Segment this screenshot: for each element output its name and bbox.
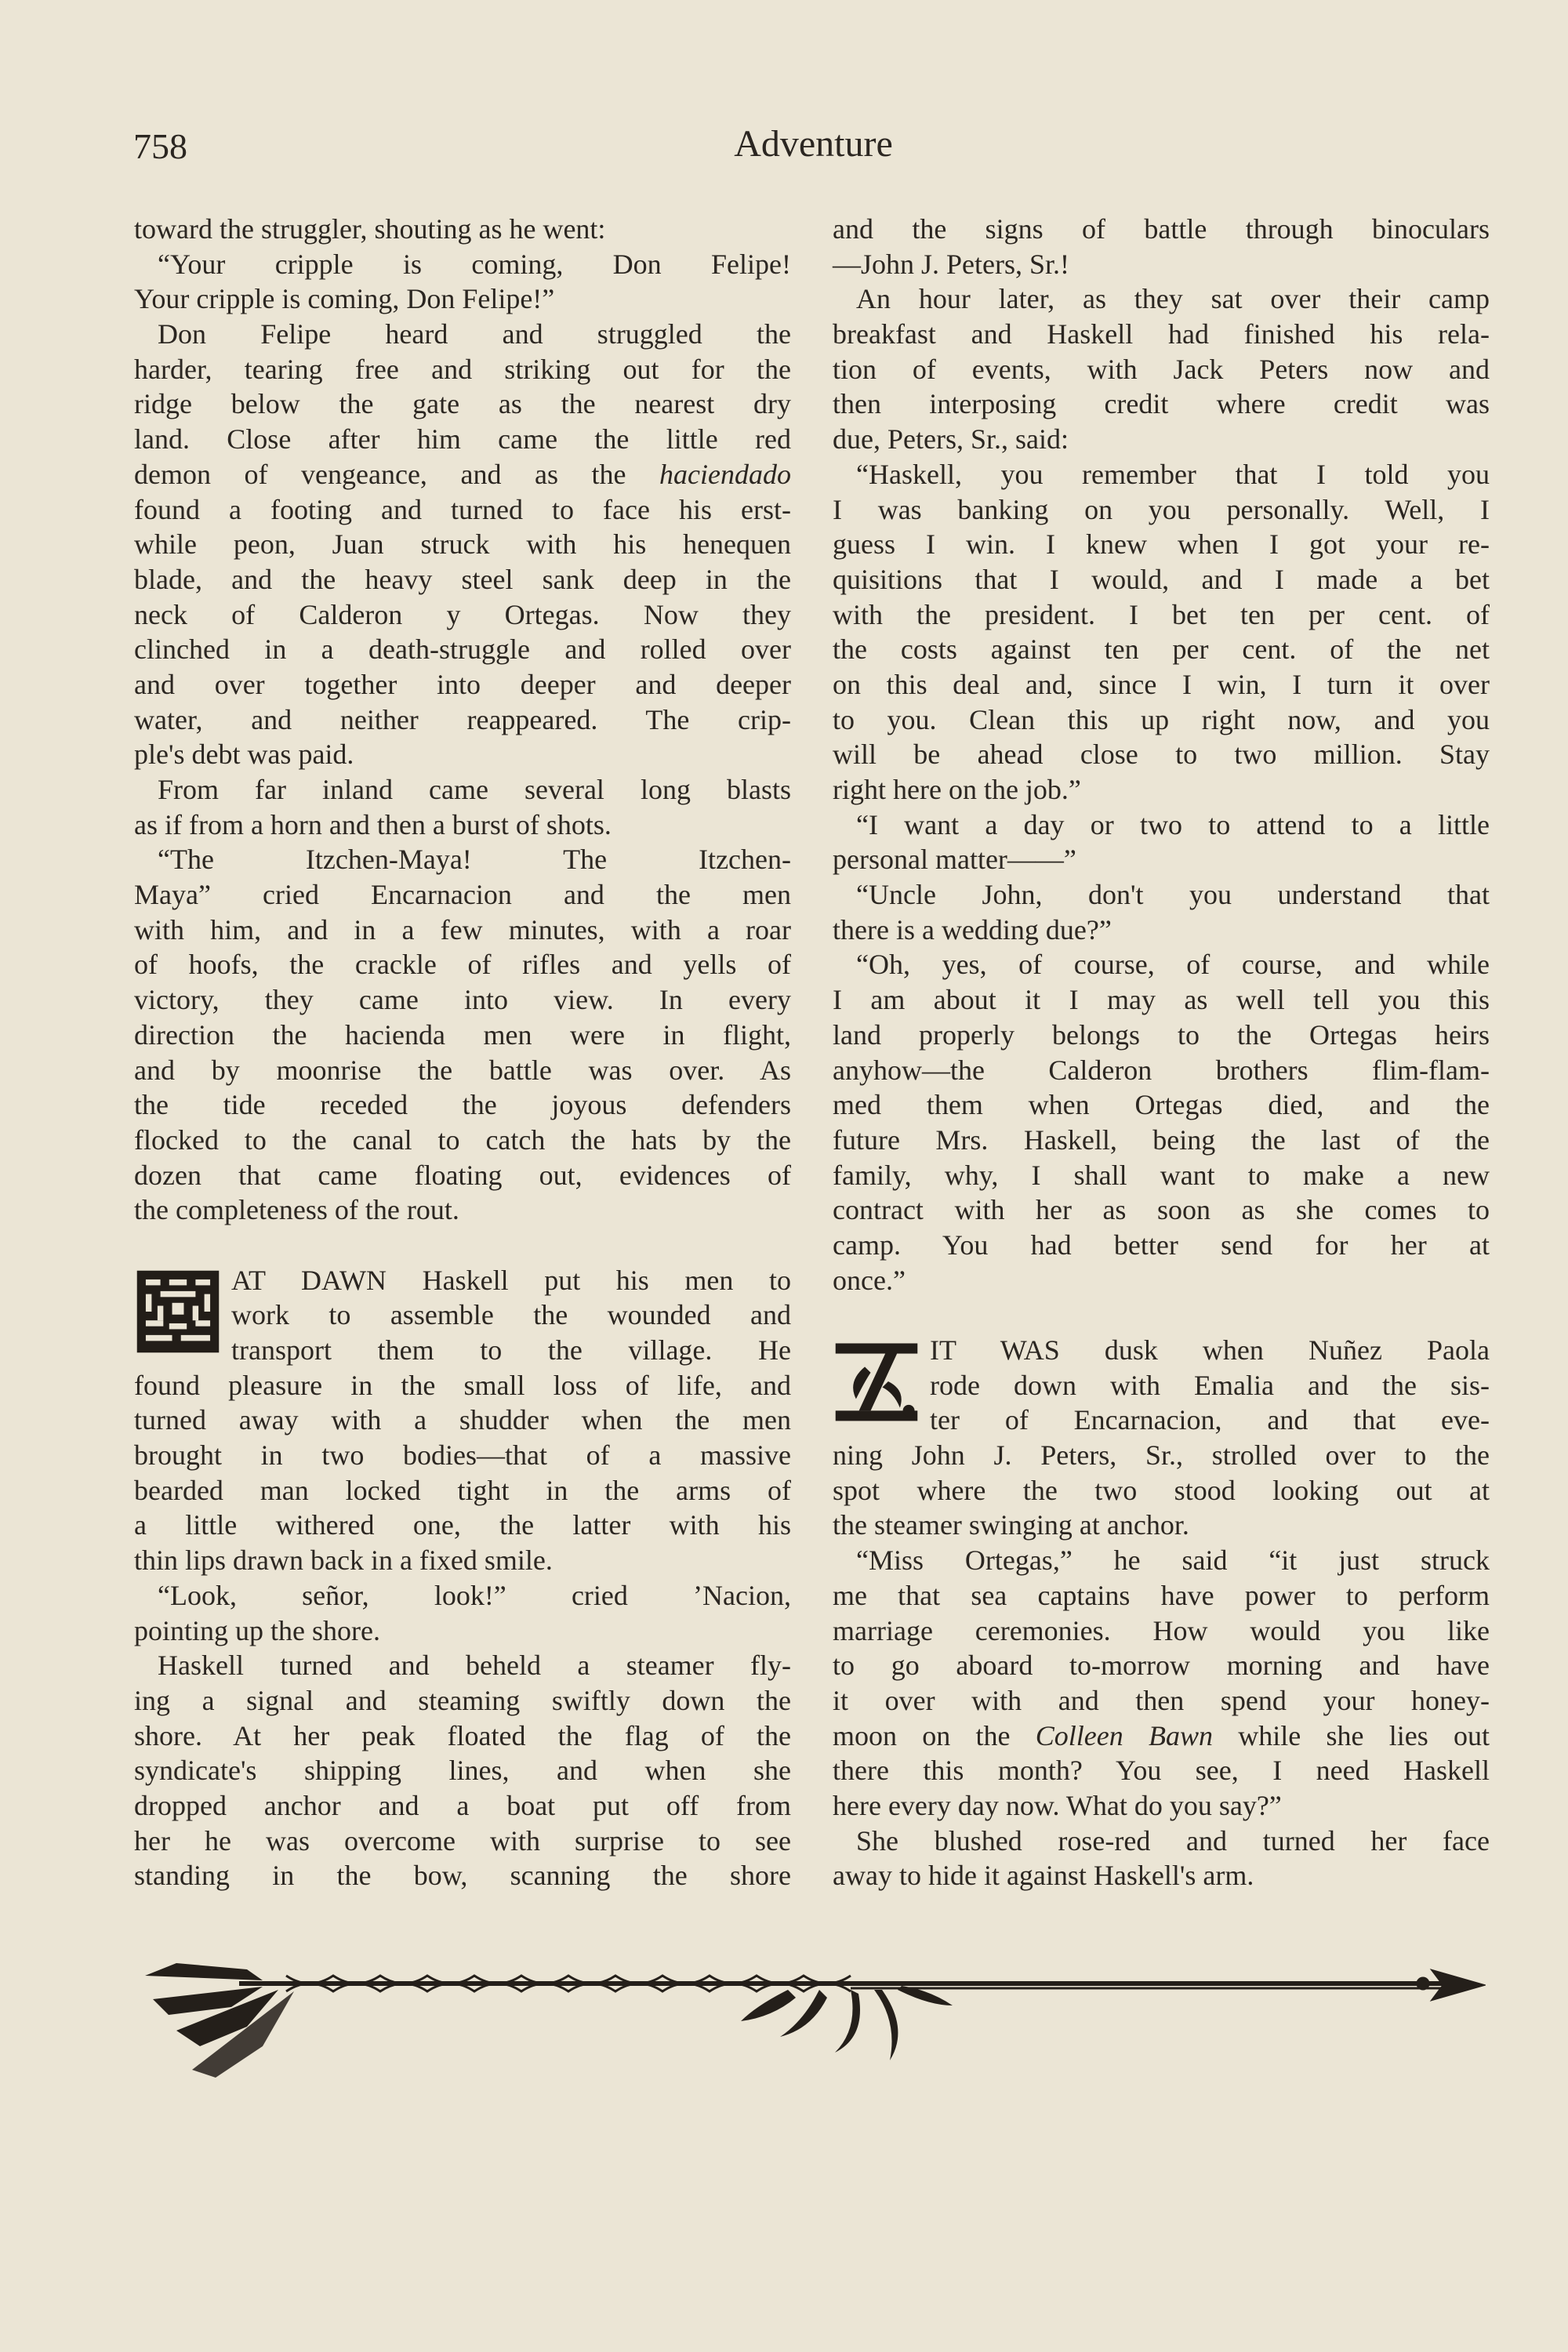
text-line: right here on the job.” — [833, 774, 1081, 805]
text-line: personal matter——” — [833, 844, 1076, 876]
text-line: clinched in a death-struggle and rolled over — [134, 633, 791, 666]
text-line: “Haskell, you remember that I told you — [856, 458, 1490, 490]
text-line: of hoofs, the crackle of rifles and yells of — [134, 949, 791, 981]
text-line: with the president. I bet ten per cent. of — [833, 598, 1490, 630]
text-line: From far inland came several long blasts — [158, 774, 791, 805]
text-line: work to assemble the wounded and — [231, 1299, 791, 1331]
text-line: the tide receded the joyous defenders — [134, 1089, 791, 1121]
text-line: direction the hacienda men were in flight, — [134, 1018, 791, 1051]
text-line: there this month? You see, I need Haskell — [833, 1755, 1490, 1787]
text-segment: demon of vengeance, and as the — [134, 458, 660, 490]
text-line: found pleasure in the small loss of life, and — [134, 1369, 791, 1401]
text-line: Don Felipe heard and struggled the — [158, 318, 791, 350]
paragraph — [833, 1824, 1490, 1893]
text-line: thin lips drawn back in a fixed smile. — [134, 1544, 553, 1577]
text-line: Your cripple is coming, Don Felipe!” — [134, 283, 555, 315]
text-line: standing in the bow, scanning the shore — [134, 1860, 791, 1892]
text-line: “Miss Ortegas,” he said “it just struck — [856, 1544, 1490, 1577]
text-line: camp. You had better send for her at — [833, 1229, 1490, 1261]
paragraph — [134, 1263, 791, 1578]
text-line — [833, 1719, 1490, 1754]
text-line: syndicate's shipping lines, and when she — [134, 1755, 791, 1787]
text-line: while peon, Juan struck with his henequen — [134, 528, 791, 561]
text-line: toward the struggler, shouting as he went: — [134, 213, 606, 245]
text-line: the costs against ten per cent. of the net — [833, 633, 1490, 666]
italic-text: haciendado — [659, 458, 791, 490]
text-line: water, and neither reappeared. The crip- — [134, 703, 791, 735]
text-line: “Your cripple is coming, Don Felipe! — [158, 248, 791, 280]
paragraph — [833, 1543, 1490, 1824]
text-line: anyhow—the Calderon brothers flim-flam- — [833, 1054, 1490, 1086]
arrow-tailpiece-icon — [145, 1952, 1486, 2078]
text-line: the steamer swinging at anchor. — [833, 1509, 1189, 1541]
text-line: me that sea captains have power to perform — [833, 1579, 1490, 1611]
text-line: pointing up the shore. — [134, 1614, 380, 1646]
text-line: marriage ceremonies. How would you like — [833, 1614, 1490, 1646]
paragraph — [134, 1648, 791, 1893]
paragraph — [134, 212, 791, 247]
ornamental-initial-i-icon — [833, 1338, 920, 1433]
text-line: will be ahead close to two million. Stay — [833, 739, 1490, 771]
text-line: Haskell turned and beheld a steamer fly- — [158, 1650, 791, 1682]
running-title: Adventure — [734, 123, 893, 165]
text-line: brought in two bodies—that of a massive — [134, 1439, 791, 1472]
text-line: med them when Ortegas died, and the — [833, 1089, 1490, 1121]
text-line: tion of events, with Jack Peters now and — [833, 353, 1490, 385]
text-line: the completeness of the rout. — [134, 1194, 459, 1226]
text-line: “Look, señor, look!” cried ’Nacion, — [158, 1579, 791, 1611]
paragraph — [833, 281, 1490, 456]
text-line: dozen that came floating out, evidences of — [134, 1159, 791, 1191]
left-column — [134, 212, 791, 1893]
text-line: IT WAS dusk when Nuñez Paola — [930, 1334, 1490, 1366]
text-line: breakfast and Haskell had finished his rela- — [833, 318, 1490, 350]
text-line: it over with and then spend your honey- — [833, 1684, 1490, 1716]
text-line: here every day now. What do you say?” — [833, 1789, 1282, 1821]
text-line: ing a signal and steaming swiftly down the — [134, 1684, 791, 1716]
text-line: family, why, I shall want to make a new — [833, 1159, 1490, 1191]
text-line: I am about it I may as well tell you this — [833, 984, 1490, 1016]
text-line: “I want a day or two to attend to a little — [856, 808, 1490, 840]
page-number: 758 — [133, 126, 187, 166]
paragraph — [833, 457, 1490, 808]
text-line: land properly belongs to the Ortegas heirs — [833, 1018, 1490, 1051]
text-line: on this deal and, since I win, I turn it over — [833, 668, 1490, 700]
text-line: AT DAWN Haskell put his men to — [231, 1264, 791, 1296]
text-line: and the signs of battle through binoculars — [833, 213, 1490, 245]
text-line: her he was overcome with surprise to see — [134, 1824, 791, 1857]
text-line: due, Peters, Sr., said: — [833, 423, 1069, 456]
text-line: found a footing and turned to face his erst- — [134, 493, 791, 525]
text-line: there is a wedding due?” — [833, 913, 1112, 946]
text-line: victory, they came into view. In every — [134, 984, 791, 1016]
text-line: turned away with a shudder when the men — [134, 1404, 791, 1436]
text-line: ning John J. Peters, Sr., strolled over to the — [833, 1439, 1490, 1472]
text-line: and over together into deeper and deeper — [134, 668, 791, 700]
text-line: She blushed rose-red and turned her face — [856, 1824, 1490, 1857]
paragraph — [134, 772, 791, 842]
paragraph — [833, 877, 1490, 947]
text-line: once.” — [833, 1264, 906, 1296]
text-line: “Oh, yes, of course, of course, and while — [856, 949, 1490, 981]
text-line: harder, tearing free and striking out for the — [134, 353, 791, 385]
text-segment: while she lies out — [1213, 1719, 1490, 1751]
paragraph — [833, 212, 1490, 281]
ornamental-initial-knot-icon — [134, 1268, 222, 1363]
text-line: —John J. Peters, Sr.! — [833, 248, 1070, 280]
text-line: transport them to the village. He — [231, 1334, 791, 1366]
text-line: rode down with Emalia and the sis- — [930, 1369, 1490, 1401]
text-line: “The Itzchen-Maya! The Itzchen- — [158, 844, 791, 876]
text-line: spot where the two stood looking out at — [833, 1474, 1490, 1506]
right-column — [833, 212, 1490, 1893]
text-line: flocked to the canal to catch the hats by the — [134, 1123, 791, 1156]
text-line — [134, 457, 791, 492]
text-segment: moon on the — [833, 1719, 1036, 1751]
paragraph — [134, 317, 791, 772]
text-line: neck of Calderon y Ortegas. Now they — [134, 598, 791, 630]
text-line: to you. Clean this up right now, and you — [833, 703, 1490, 735]
text-line: I was banking on you personally. Well, I — [833, 493, 1490, 525]
text-line: dropped anchor and a boat put off from — [134, 1789, 791, 1821]
text-line: then interposing credit where credit was — [833, 388, 1490, 420]
text-line: contract with her as soon as she comes to — [833, 1194, 1490, 1226]
paragraph — [833, 1333, 1490, 1543]
text-line: Maya” cried Encarnacion and the men — [134, 879, 791, 911]
paragraph — [134, 247, 791, 317]
paragraph — [134, 842, 791, 1228]
text-line: guess I win. I knew when I got your re- — [833, 528, 1490, 561]
text-line: An hour later, as they sat over their camp — [856, 283, 1490, 315]
text-line: away to hide it against Haskell's arm. — [833, 1860, 1254, 1892]
paragraph — [134, 1578, 791, 1648]
text-line: ridge below the gate as the nearest dry — [134, 388, 791, 420]
text-line: future Mrs. Haskell, being the last of the — [833, 1123, 1490, 1156]
text-line: a little withered one, the latter with his — [134, 1509, 791, 1541]
text-line: to go aboard to-morrow morning and have — [833, 1650, 1490, 1682]
paragraph — [833, 947, 1490, 1298]
paragraph — [833, 808, 1490, 877]
text-line: with him, and in a few minutes, with a roar — [134, 913, 791, 946]
text-line: as if from a horn and then a burst of shots. — [134, 808, 612, 840]
text-line: blade, and the heavy steel sank deep in the — [134, 563, 791, 595]
text-line: quisitions that I would, and I made a bet — [833, 563, 1490, 595]
text-line: and by moonrise the battle was over. As — [134, 1054, 791, 1086]
text-line: ter of Encarnacion, and that eve- — [930, 1404, 1490, 1436]
italic-text: Colleen Bawn — [1035, 1719, 1213, 1751]
text-line: land. Close after him came the little red — [134, 423, 791, 456]
text-line: bearded man locked tight in the arms of — [134, 1474, 791, 1506]
text-line: ple's debt was paid. — [134, 739, 354, 771]
text-line: shore. At her peak floated the flag of the — [134, 1719, 791, 1751]
text-line: “Uncle John, don't you understand that — [856, 879, 1490, 911]
